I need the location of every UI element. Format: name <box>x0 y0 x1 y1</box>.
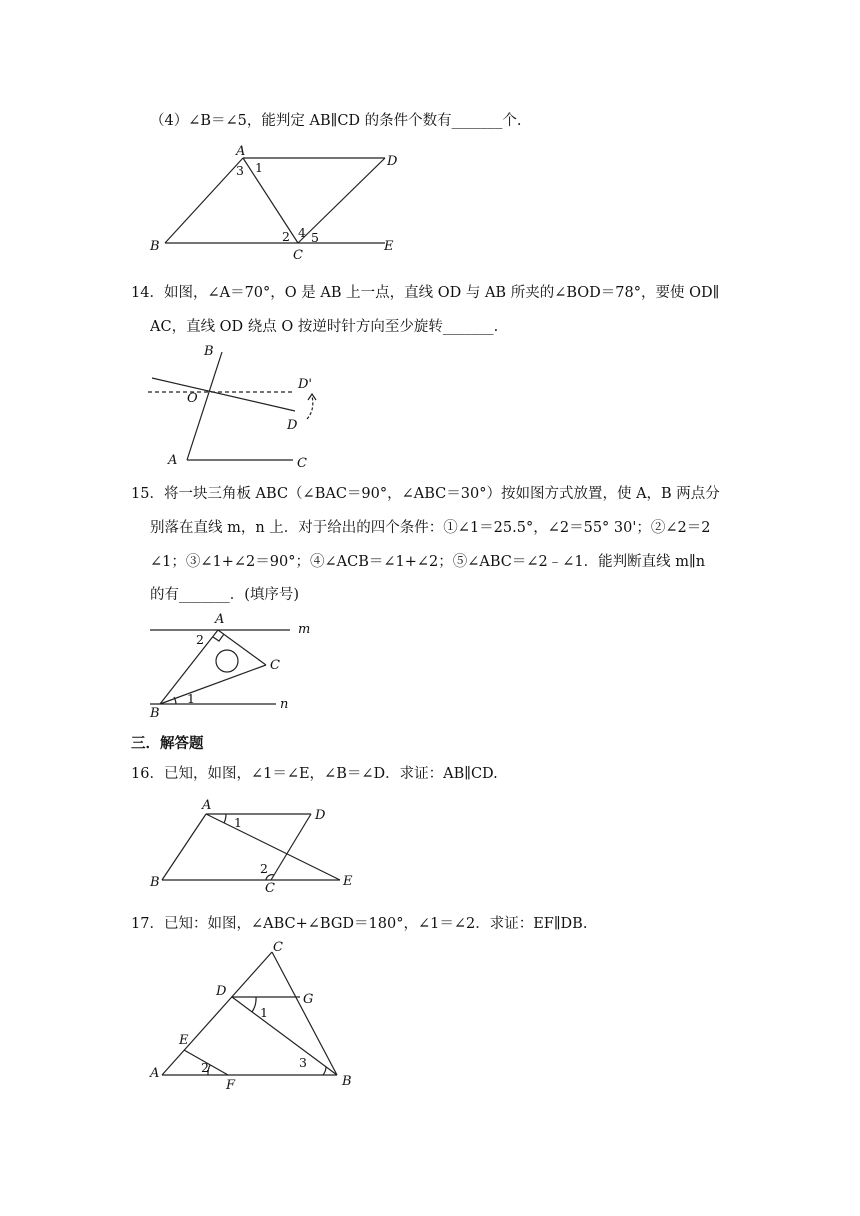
q17-line1: 17．已知：如图，∠ABC+∠BGD＝180°，∠1＝∠2．求证：EF∥DB. <box>131 916 588 932</box>
q13-label-2: 2 <box>282 229 290 244</box>
q13-label-D: D <box>387 154 398 169</box>
q14-label-D: D <box>287 418 298 433</box>
q16-label-E: E <box>343 874 353 889</box>
q17-label-2: 2 <box>201 1060 209 1075</box>
q15-line4: 的有_______．(填序号) <box>150 587 300 603</box>
q13-label-5: 5 <box>311 230 319 245</box>
q14-label-Dprime: D' <box>298 377 312 392</box>
q17-label-D: D <box>216 984 227 999</box>
q16-label-D: D <box>315 808 326 823</box>
q15-label-n: n <box>280 697 289 712</box>
q16-label-B: B <box>150 875 160 890</box>
q14-label-B: B <box>204 344 214 359</box>
q17-label-C: C <box>273 940 283 955</box>
q15-label-1: 1 <box>187 691 195 706</box>
q14-label-O: O <box>187 391 198 406</box>
q13-label-B: B <box>150 239 160 254</box>
q13-label-A: A <box>236 144 246 159</box>
q16-label-C: C <box>265 881 275 896</box>
q13-label-C: C <box>293 248 303 263</box>
q16-label-2: 2 <box>260 861 268 876</box>
q14-figure <box>140 340 360 475</box>
q17-label-A: A <box>150 1066 160 1081</box>
q14-label-A: A <box>168 453 178 468</box>
section-title: 三．解答题 <box>131 735 204 752</box>
q17-label-G: G <box>303 992 314 1007</box>
q13-item4: （4）∠B＝∠5，能判定 AB∥CD 的条件个数有_______个. <box>150 113 522 129</box>
q17-label-3: 3 <box>299 1055 307 1070</box>
q15-line1: 15．将一块三角板 ABC（∠BAC＝90°，∠ABC＝30°）按如图方式放置，使 A，B 两点分 <box>131 486 720 502</box>
q16-label-A: A <box>202 798 212 813</box>
q13-label-1: 1 <box>255 160 263 175</box>
q17-label-B: B <box>342 1074 352 1089</box>
q15-line2: 别落在直线 m，n 上．对于给出的四个条件：①∠1＝25.5°，∠2＝55° 30'；②∠2＝2 <box>150 520 711 536</box>
q17-label-F: F <box>226 1078 236 1093</box>
q13-label-3: 3 <box>236 163 244 178</box>
q15-label-m: m <box>298 622 311 637</box>
q15-line3: ∠1；③∠1+∠2＝90°；④∠ACB＝∠1+∠2；⑤∠ABC＝∠2﹣∠1．能判断直线 m∥n <box>150 554 706 570</box>
q17-label-1: 1 <box>260 1005 268 1020</box>
q14-line2: AC，直线 OD 绕点 O 按逆时针方向至少旋转_______. <box>150 319 499 335</box>
q15-label-C: C <box>270 658 280 673</box>
q16-figure <box>140 795 370 895</box>
q17-label-E: E <box>179 1033 189 1048</box>
q14-label-C: C <box>297 456 307 471</box>
q13-figure <box>140 140 420 265</box>
q16-label-1: 1 <box>234 815 242 830</box>
q16-line1: 16．已知，如图，∠1＝∠E，∠B＝∠D．求证：AB∥CD. <box>131 766 498 782</box>
q14-line1: 14．如图，∠A＝70°，O 是 AB 上一点，直线 OD 与 AB 所夹的∠BOD＝78°，要使 OD∥ <box>131 285 720 301</box>
q13-label-E: E <box>384 239 394 254</box>
q15-label-A: A <box>215 612 225 627</box>
q15-label-2: 2 <box>196 632 204 647</box>
q13-label-4: 4 <box>298 225 306 240</box>
q15-figure <box>140 610 320 720</box>
q17-figure <box>140 935 370 1093</box>
q15-label-B: B <box>150 706 160 721</box>
